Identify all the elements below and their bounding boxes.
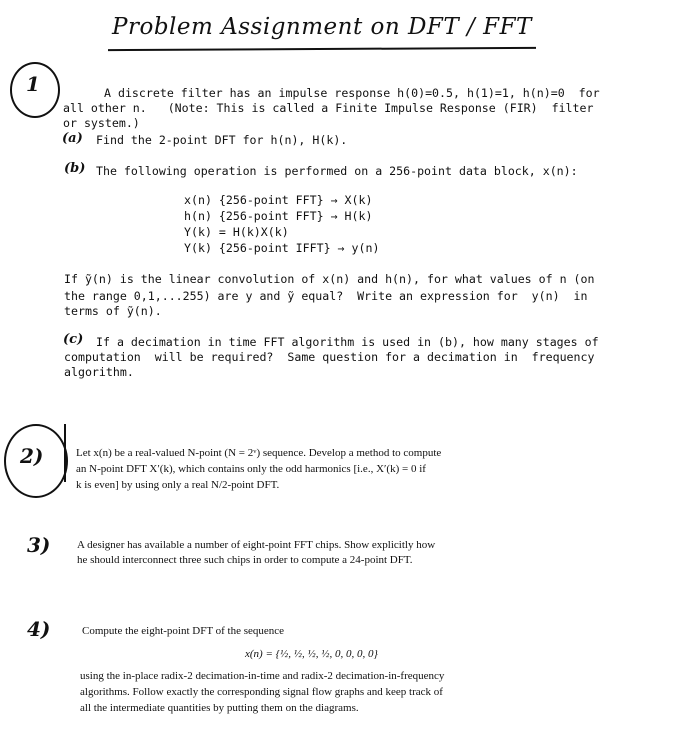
p4-line-1: using the in-place radix-2 decimation-in-time and radix-2 decimation-in-frequency <box>80 670 445 682</box>
p2-line-1: Let x(n) be a real-valued N-point (N = 2ᵛ) sequence. Develop a method to compute <box>76 447 442 459</box>
p1-part-c-line-1: If a decimation in time FFT algorithm is used in (b), how many stages of <box>96 335 599 349</box>
problem-4-number: 4) <box>27 617 51 641</box>
p3-line-1: A designer has available a number of eight-point FFT chips. Show explicitly how <box>77 539 436 551</box>
title-underline <box>108 47 536 51</box>
p1-part-c-label: (c) <box>63 332 84 347</box>
p1-intro-line-2: all other n. (Note: This is called a Finite Impulse Response (FIR) filter <box>63 101 594 115</box>
p3-line-2: he should interconnect three such chips in order to compute a 24-point DFT. <box>77 554 413 566</box>
problem-3-number: 3) <box>27 533 51 557</box>
p1-part-a-text: Find the 2-point DFT for h(n), H(k). <box>96 133 348 147</box>
p1-op-2: h(n) {256-point FFT} → H(k) <box>184 209 373 223</box>
p1-part-b-label: (b) <box>64 161 86 176</box>
p1-part-c-line-3: algorithm. <box>64 365 134 379</box>
p1-conv-line-1: If ỹ(n) is the linear convolution of x(n) and h(n), for what values of n (on <box>64 272 595 286</box>
p1-intro-line-1: A discrete filter has an impulse response h(0)=0.5, h(1)=1, h(n)=0 for <box>104 86 600 100</box>
problem-1-number: 1 <box>26 72 40 96</box>
problem-2-side-bar <box>64 424 66 482</box>
p1-op-3: Y(k) = H(k)X(k) <box>184 225 289 239</box>
p4-line-2: algorithms. Follow exactly the corresponding signal flow graphs and keep track of <box>80 686 443 698</box>
p1-part-b-text: The following operation is performed on a 256-point data block, x(n): <box>96 164 578 178</box>
p1-op-4: Y(k) {256-point IFFT} → y(n) <box>184 241 380 255</box>
problem-2-number: 2) <box>20 444 44 468</box>
p1-op-1: x(n) {256-point FFT} → X(k) <box>184 193 373 207</box>
p1-intro-line-3: or system.) <box>63 116 140 130</box>
p4-line-3: all the intermediate quantities by putting them on the diagrams. <box>80 702 359 714</box>
p2-line-3: k is even] by using only a real N/2-point DFT. <box>76 479 280 491</box>
p4-equation: x(n) = {½, ½, ½, ½, 0, 0, 0, 0} <box>245 648 378 660</box>
p2-line-2: an N-point DFT X′(k), which contains only the odd harmonics [i.e., X′(k) = 0 if <box>76 463 426 475</box>
p1-conv-line-2: the range 0,1,...255) are y and ỹ equal? Write an expression for y(n) in <box>64 289 588 303</box>
page-title: Problem Assignment on DFT / FFT <box>112 14 532 40</box>
p1-part-a-label: (a) <box>62 131 83 146</box>
p4-intro: Compute the eight-point DFT of the sequence <box>82 625 285 637</box>
p1-part-c-line-2: computation will be required? Same question for a decimation in frequency <box>64 350 595 364</box>
p1-conv-line-3: terms of ỹ(n). <box>64 304 162 318</box>
